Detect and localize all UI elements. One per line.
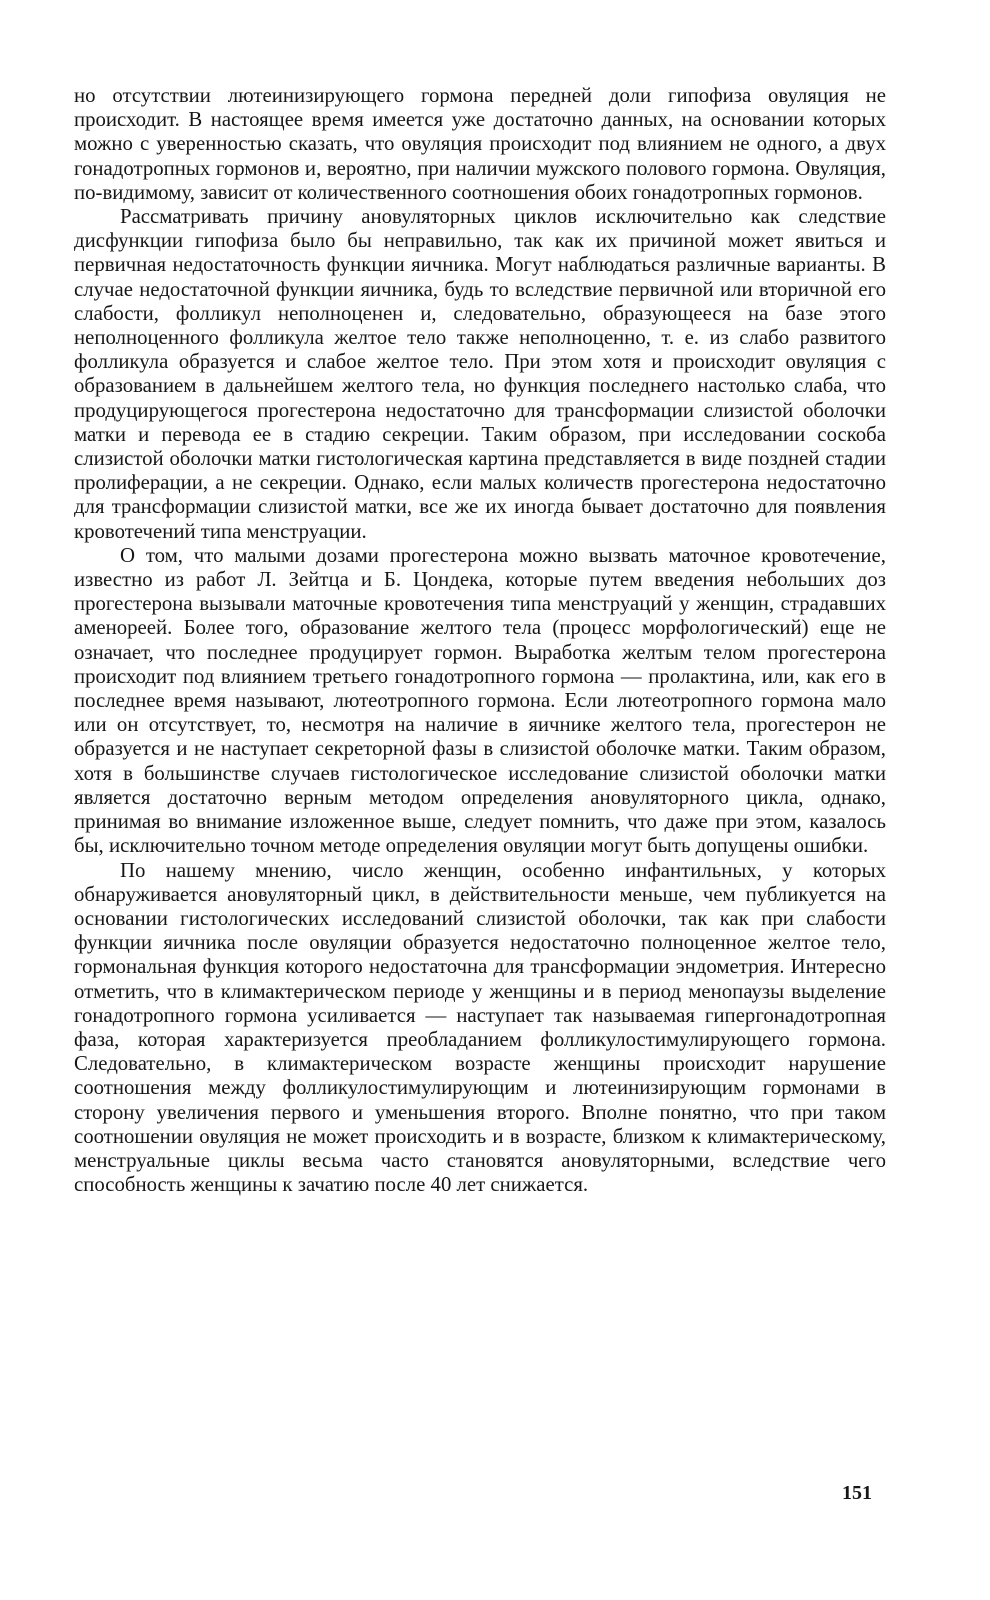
paragraph-progesterone-bleeding: О том, что малыми дозами прогестерона можно вызвать маточное кровотечение, известно из работ Л. Зейтца и Б. Цондека, которые путем введения небольших доз прогестерона вызывали маточные кровотечения типа менструаций у женщин, страдавших аменореей. Более того, образование желтого тела (процесс морфологический) еще не означает, что последнее продуцирует гормон. Выработка желтым телом прогестерона происходит под влиянием третьего гонадотропного гормона — пролактина, или, как его в последнее время называют, лютеотропного гормона. Если лютеотропного гормона мало или он отсутствует, то, несмотря на наличие в яичнике желтого тела, прогестерон не образуется и не наступает секреторной фазы в слизистой оболочке матки. Таким образом, хотя в большинстве случаев гистологическое исследование слизистой оболочки матки является достаточно верным методом определения ановуляторного цикла, однако, принимая во внимание изложенное выше, следует помнить, что даже при этом, казалось бы, исключительно точном методе определения овуляции могут быть допущены ошибки. [74,543,886,858]
paragraph-climacteric: По нашему мнению, число женщин, особенно инфантильных, у которых обнаруживается ановуляторный цикл, в действительности меньше, чем публикуется на основании гистологических исследований слизистой оболочки, так как при слабости функции яичника после овуляции образуется недостаточно полноценное желтое тело, гормональная функция которого недостаточна для трансформации эндометрия. Интересно отметить, что в климактерическом периоде у женщины и в период менопаузы выделение гонадотропного гормона усиливается — наступает так называемая гипергонадотропная фаза, которая характеризуется преобладанием фолликулостимулирующего гормона. Следовательно, в климактерическом возрасте женщины происходит нарушение соотношения между фолликулостимулирующим и лютеинизирующим гормонами в сторону увеличения первого и уменьшения второго. Вполне понятно, что при таком соотношении овуляция не может происходить и в возрасте, близком к климактерическому, менструальные циклы весьма часто становятся ановуляторными, вследствие чего способность женщины к зачатию после 40 лет снижается. [74,858,886,1197]
paragraph-continuation: но отсутствии лютеинизирующего гормона передней доли гипофиза овуляция не происходит. В настоящее время имеется уже достаточно данных, на основании которых можно с уверенностью сказать, что овуляция происходит под влиянием не одного, а двух гонадотропных гормонов и, вероятно, при наличии мужского полового гормона. Овуляция, по-видимому, зависит от количественного соотношения обоих гонадотропных гормонов. [74,84,886,204]
page-number: 151 [842,1482,872,1504]
paragraph-anovulatory-causes: Рассматривать причину ановуляторных циклов исключительно как следствие дисфункции гипофиза было бы неправильно, так как их причиной может явиться и первичная недостаточность функции яичника. Могут наблюдаться различные варианты. В случае недостаточной функции яичника, будь то вследствие первичной или вторичной его слабости, фолликул неполноценен и, следовательно, образующееся на базе этого неполноценного фолликула желтое тело также неполноценно, т. е. из слабо развитого фолликула образуется и слабое желтое тело. При этом хотя и происходит овуляция с образованием в дальнейшем желтого тела, но функция последнего настолько слаба, что продуцирующегося прогестерона недостаточно для трансформации слизистой оболочки матки и перевода ее в стадию секреции. Таким образом, при исследовании соскоба слизистой оболочки матки гистологическая картина представляется в виде поздней стадии пролиферации, а не секреции. Однако, если малых количеств прогестерона недостаточно для трансформации слизистой матки, все же их иногда бывает достаточно для появления кровотечений типа менструации. [74,205,886,543]
body-text [74,84,886,1197]
